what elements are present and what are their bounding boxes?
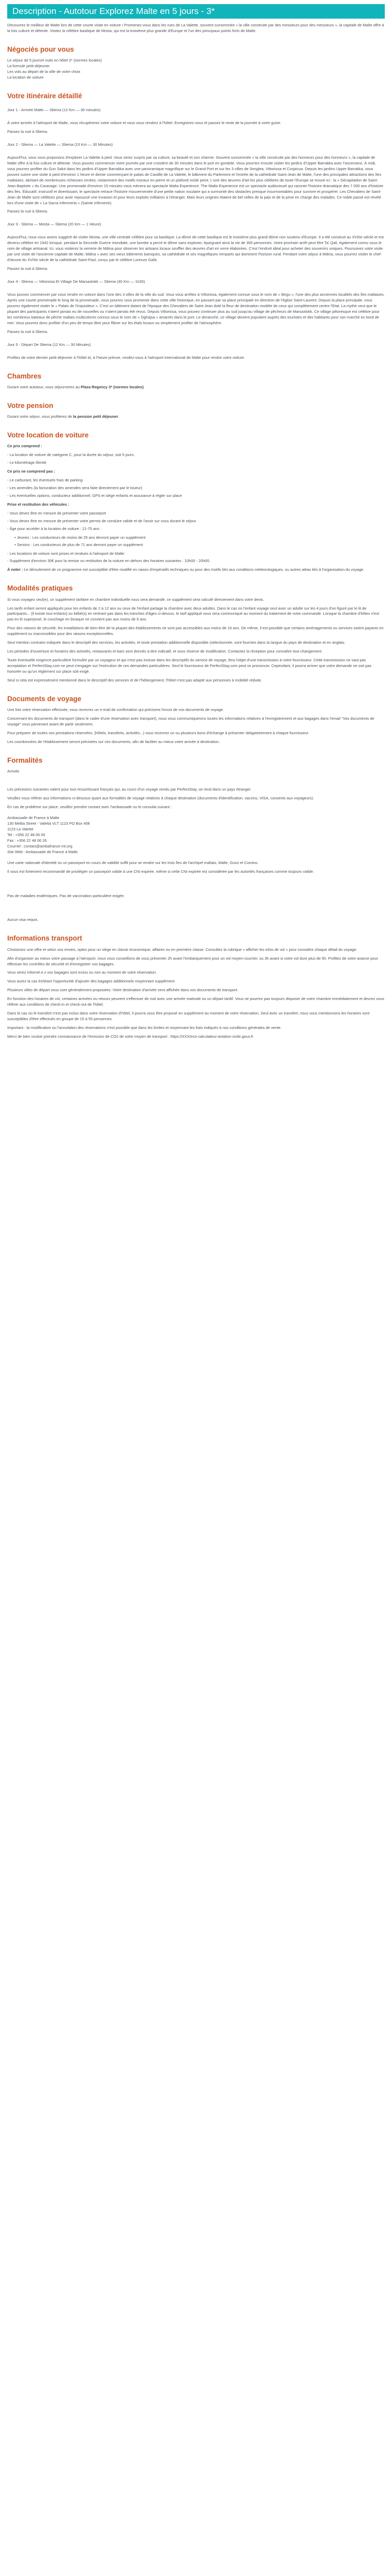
embassy-block bbox=[7, 815, 385, 855]
modalites-para: Les tarifs enfant seront appliqués pour les enfants de 2 à 12 ans ou ceux de l'enfant partage la chambre avec deux adultes. Dans le cas où l'enfant voyage seul avec un adulte sur les 4 jours d'un figuré par le lit de participants... (il existe tout enfants) ou bébé(s) en rentrant pas dans les tranches d'âges ci-dessus, le tarif appliqué vous sera communiqué au moment du traitement de votre commande. Lorsque la chambre d'hôtes n'est pas en lit superposé, le couchage en bivaque ne convient pas aux moins de 6 ans. bbox=[7, 605, 380, 622]
day-night: Passez la nuit à Sliema. bbox=[7, 209, 48, 214]
age-item: • Seniors : Les conducteurs de plus de 71 ans devront payer un supplément bbox=[14, 542, 385, 548]
day-5 bbox=[7, 342, 385, 361]
restitution-item: - Les locations de voiture sont prises et rendues à l'aéroport de Malte bbox=[7, 551, 385, 557]
pension-text: Durant votre séjour, vous profiterez de la pension petit déjeuner. bbox=[7, 414, 119, 419]
embassy-line: Tel : +356 22 48 06 00 bbox=[7, 832, 46, 837]
formalites-para: Veuillez nous référer aux informations ci-dessous quant aux formalités de voyage relatives à chaque destination (documents d'identification, vaccins, VISA, consents aux voyageurs). bbox=[7, 796, 314, 801]
prise-item: - Vous devez être en mesure de présenter votre permis de conduire valide et de l'avoir sur vous durant le séjour bbox=[7, 519, 385, 524]
excludes-label: Ce prix ne comprend pas : bbox=[7, 468, 55, 474]
transport-para: En fonction des horaires de vol, certaines arrivées ou retours peuvent s'effectuer de nuit avec une arrivée matinale ou un départ tardif. Vous ne pourrez pas toujours disposer de votre chambre immédiatement et devrez vous référer aux conditions de check-in et check-out de l'hôtel. bbox=[7, 996, 384, 1007]
page-title: Description - Autotour Explorez Malte en 5 jours - 3* bbox=[12, 6, 215, 16]
formalites-heading: Formalités bbox=[7, 756, 43, 764]
documents-para: Concernant les documents de transport (dans le cadre d'une réservation avec transport), nous vous communiquerons toutes les informations relatives à l'enregistrement et aux bagages dans l'email "Vos documents de voyage" vous parvenant avant de partir seulement. bbox=[7, 716, 374, 727]
negocies-list bbox=[7, 58, 385, 81]
documents-heading: Documents de voyage bbox=[7, 694, 82, 703]
intro-text: Découvrez le meilleur de Malte lors de cette courte visite en voiture ! Promenez-vous dans les rues de La Valette, souvent surnommée « la ville construite par des messieurs pour des messieurs », la capitale de Malte offre à la fois culture et détente. Visitez la célèbre basilique de Mosta, qui est la troisième plus grande d'Europe et l'un des principaux points forts de Malte. bbox=[7, 23, 384, 33]
day-title: Jour 3 - Sliema — Mosta — Sliema (20 Km — 1 Heure) bbox=[7, 222, 101, 227]
day-4 bbox=[7, 279, 385, 335]
itineraire-heading: Votre itinéraire détaillé bbox=[7, 92, 82, 100]
chambres-text: Durant votre autotour, vous séjournerez au Plaza Regency 3* (normes locales). bbox=[7, 384, 145, 389]
prise-item: - Vous devez être en mesure de présenter votre passeport bbox=[7, 511, 385, 517]
documents-para: Les coordonnées de l'établissement seront précisées sur ces documents, afin de faciliter au mieux votre arrivée à destination. bbox=[7, 739, 220, 744]
location-heading: Votre location de voiture bbox=[7, 431, 89, 439]
day-text: Aujourd'hui, nous vous avons suggéré de visiter Mosta, une ville centrale célèbre pour sa basilique. La dôme de cette basilique est le troisième plus grand dôme non soutenu d'Europe. Il a été construit au XVIIIe siècle et est devenu célèbre en 1942 lorsque, pendant la Seconde Guerre mondiale, une bombe a percé le dôme sans exploser, épargnant ainsi la vie de 300 personnes. Votre prochain arrêt peut être Ta' Qali, également connu sous le nom de village artisanal. Ici, vous visiterez la verrerie de Mdina pour observer les artisans locaux souffler des œuvres d'art en verre élaborées. C'est l'endroit idéal pour acheter des souvenirs uniques. Poursuivez votre visite par une visite de l'ancienne capitale de Malte, Mdina » avec ses vieux bâtiments baroques, sa cathédrale et ses magnifiques remparts qui dominent l'horizon rural. Pendant votre séjour à Mdina, vous pourrez visiter le chef-d'œuvre du XVIIIe siècle de la cathédrale Saint-Paul, conçu par le célèbre Lorenzo Gafà. bbox=[7, 235, 384, 263]
embassy-line: Site Web : Ambassade de France à Malte bbox=[7, 849, 78, 854]
excludes-item: - Les éventuelles options, conducteur additionnel, GPS et siège enfants et assurance à régler sur place bbox=[7, 493, 385, 499]
modalites-para: Pour des raisons de sécurité, les installations de bien-être de la plupart des établissements ne sont pas accessibles aux moins de 16 ans. De même, il est possible que certains aménagements ou services soient payants en supplément ou inaccessibles pour des raisons exceptionnelles. bbox=[7, 626, 384, 637]
day-title: Jour 4 - Sliema — Vittoriosa Et Village De Marsaxlokk — Sliema (40 Km — 1h30) bbox=[7, 279, 145, 284]
modalites-para: Seul si cela est expressément mentionné dans le descriptif des services et de l'hébergement, l'hôtel n'est pas adapté aux personnes à mobilité réduite. bbox=[7, 678, 262, 683]
day-text: Aujourd'hui, vous vous proposons d'explorer La Valette à pied. Vous serez surpris par sa culture, sa beauté et son charme. Souvent surnommée « la ville construite par des honneurs pour des honneurs », la capitale de Malte offre à la fois culture et détente. Vous pouvez commencer votre journée par une croisière de 30 minutes dans le port en gondole. Vous pourriez ensuite visiter les jardins d'Upper Barrakka avec l'ascenseur. À midi, vous pourrez profiter du Gun Salut dans les jardins d'Upper Barrakka avec une panoramique magnifique sur le Grand Port et sur les 3 villes de Senglea, Vittoriosa et Cospicua. Depuis les jardins Upper Barrakka, vous pouvez suivre une visite à pied d'environ 1 heure et demie commençant le palais de Castille de La Valette, le bâtiment du Parlement et l'entrée de la cathédrale Saint-Jean de Malte, l'une des principales attractions des îles maltaises, abritant de nombreuses richesses ornées, notamment des motifs moraux en pierre et un plafond voûté peint. L'une des œuvres d'art les plus célèbres de toute l'Europe se trouve ici : la « Décapitation de Saint-Jean-Baptiste » du Caravage. Une promenade d'environ 15 minutes vous mènera au spectacle Malta Experience. The Malta Experience est un spectacle audiovisuel qui raconte l'histoire dramatique des 7 000 ans d'histoire des îles. Éducatif, instructif et divertissant, le spectacle retrace l'histoire mouvementée d'une petite nation insulaire qui a surmonté des obstacles presque insurmontables pour survivre et prospérer. Les Chevaliers de Saint-Jean de Malte sont célèbres pour avoir repoussé une invasion et pour leurs exploits militaires à l'étranger. Mais leurs origines étaient de bel celles de la paix et de la prise en charge des malades. Ce noble passé est révélé lors d'une visite de « La Sacra Infermeria » (Sainte Infirmerie). bbox=[7, 155, 384, 205]
day-1 bbox=[7, 108, 385, 135]
modalites-heading: Modalités pratiques bbox=[7, 584, 73, 593]
day-text: Vous pouvez commencer par vous rendre en voiture dans l'une des 3 villes de la ville du sud. Vous vous arrêtez à Vittoriosa, également connue sous le nom de « Birgu », l'une des plus anciennes localités des îles maltaises. Après une courte promenade le long de la promenade, vous pourrez vous promener dans cette ville historique, en passant par sa place principale en direction de l'église Saint-Laurent. Depuis la place principale, vous pourrez également visiter le « Palais de l'Inquisiteur ». C'est un bâtiment datant de l'époque des Chevaliers de Saint-Jean doté la fleur de destination modèle de ceux qui complètement centre l'Etat. La mythe veut que le plupart des participants n'aient jamais eu de nouvelles ou n'aient jamais été revus. Depuis Vittoriosa, vous pouvez continuer plus au sud jusqu'au village de pêcheurs de Marsaxlokk. Ce village pittoresque est célèbre pour les nombreux bateaux de pêche maltais multicolores connus sous le nom de « Dghajsa » amarrés dans le port. Le dimanche, ce village devient populaire auprès des touristes et des habitants pour son marché en bord de mer. Vous pourrez donc profiter d'un peu de temps libre pour flâner sur les étals locaux ou simplement profiter de l'atmosphère. bbox=[7, 292, 385, 325]
embassy-line: Fax : +356 22 48 06 26 bbox=[7, 838, 47, 843]
restitution-list bbox=[7, 551, 385, 565]
excludes-item: - Le carburant, les éventuels frais de parking bbox=[7, 478, 385, 483]
prise-label: Prise et restitution des véhicules : bbox=[7, 502, 69, 507]
modalites-para: Toute éventuelle exigence particulière formulée par un voyageur et qui n'est pas incluse dans les descriptifs du service de voyage, fera l'objet d'une transmission à notre fournisseur. Cette transmission ne vaut pas acceptation et PerfectStay.com ne peut s'engager sur l'exécution de ces demandes particulières. Seul le fournisseur de PerfectStay.com peut se prononcer. Cependant, il pourra arriver que votre demande ne soit pas honorée ou qu'un règlement sur place soit exigé. bbox=[7, 658, 372, 674]
transport-para: Choisissez une offre et selon vos envies, optez pour un siège en classe économique, affaires ou en première classe. Consultez la rubrique « afficher les infos de vol » pour connaître chaque détail du voyage. bbox=[7, 947, 357, 952]
day-title: Jour 5 - Départ De Sliema (12 Km — 30 Minutes) bbox=[7, 342, 91, 347]
negocies-item: Le séjour de 5 jours/4 nuits en hôtel 3* (normes locales) bbox=[7, 58, 102, 63]
embassy-line: 130 Melita Street - Valetta VLT 1123 PO Box 408 bbox=[7, 821, 90, 826]
day-text: À votre arrivée à l'aéroport de Malte, vous récupérerez votre voiture et vous vous rendrez à l'hôtel. Enregistrez-vous et passez le reste de la journée à votre guise. bbox=[7, 120, 281, 126]
prise-list bbox=[7, 511, 385, 532]
includes-item: - Le kilométrage illimité bbox=[7, 460, 385, 466]
negocies-item: La formule petit-déjeuner bbox=[7, 64, 50, 69]
pension-heading: Votre pension bbox=[7, 401, 54, 410]
day-night: Passez la nuit à Sliema. bbox=[7, 266, 48, 271]
age-item: • Jeunes : Les conducteurs de moins de 25 ans devront payer un supplément bbox=[14, 535, 385, 541]
day-2 bbox=[7, 142, 385, 215]
day-text: Profitez de votre dernier petit-déjeuner à l'hôtel et, à l'heure prévue, rendez-vous à l'aéroport international de Malte pour rendre votre voiture. bbox=[7, 355, 245, 360]
includes-label: Ce prix comprend : bbox=[7, 444, 42, 449]
includes-list bbox=[7, 452, 385, 466]
day-night: Passez la nuit à Sliema. bbox=[7, 329, 48, 334]
hotel-name: Plaza Regency 3* (normes locales) bbox=[81, 384, 144, 389]
transport-para: Merci de bien vouloir prendre connaissance de l'émission de CO2 de votre moyen de transport : https://XXX/eco-calculateur-aviation-civile.gouv.fr bbox=[7, 1034, 253, 1039]
transport-para: Vous aurez la cas échéant l'opportunité d'ajouter des bagages additionnels moyennant supplément bbox=[7, 979, 175, 984]
transport-heading: Informations transport bbox=[7, 934, 82, 943]
carte-text: Une carte nationale d'identité ou un passeport en cours de validité suffit pour se rendre sur les trois îles de l'archipel maltais, Malte, Gozo et Comino. bbox=[7, 860, 259, 865]
modalites-para: Si vous voyagez seul(e), un supplément tarifaire en chambre individuelle vous sera demandé; ce supplément sera calculé directement dans votre devis. bbox=[7, 597, 264, 602]
ages-list bbox=[14, 535, 385, 548]
arrivee-label: Arrivée bbox=[7, 769, 20, 774]
embassy-line: Courriel : contact@ambafrance-mt.org bbox=[7, 843, 72, 848]
day-3 bbox=[7, 222, 385, 272]
mineurs-text: Il vous est fortement recommandé de privilégier un passeport valide à une CNI expirée, même si cette CNI expirée est considérée par les autorités françaises comme toujours valide. bbox=[7, 869, 314, 874]
transport-para: Vous serez informé.e.s vos bagages sont inclus ou non au moment de votre réservation. bbox=[7, 970, 157, 975]
transport-para: Dans le cas où le transfert n'est pas inclus dans votre réservation d'hôtel, il pourra vous être proposé en supplément au moment de votre réservation. Seul avec un transfert, nous vous mentionnons les horaires sont susceptibles d'être effectués en groupe de 15 à 55 personnes. bbox=[7, 1011, 370, 1022]
transport-para: Afin d'organiser au mieux votre passage à l'aéroport, nous vous conseillons de vous présenter 2h avant l'embarquement pour un vol moyen-courrier, ou 3h avant si votre vol dure plus de 5h. Profitez de votre avance pour effectuer les contrôles de sécurité et d'enregistrer vos bagages. bbox=[7, 956, 379, 966]
day-title: Jour 2 - Sliema — La Valette — Sliema (15 Km — 30 Minutes) bbox=[7, 142, 113, 147]
prise-item: - Âge pour accéder à la location de voiture : 21-75 ans : bbox=[7, 526, 385, 532]
negocies-item: La location de voiture bbox=[7, 74, 44, 80]
page-title-banner bbox=[7, 4, 385, 19]
formalites-para: En cas de problème sur place, veuillez prendre contact avec l'ambassade ou le consulat suivant : bbox=[7, 804, 172, 809]
documents-para: Pour préparer de toutes vos prestations réservées, (hôtels, transferts, activités...) vous recevrez un ou plusieurs bons d'échange à présenter obligatoirement à chaque fournisseur. bbox=[7, 731, 309, 736]
a-noter-label: À noter : bbox=[7, 567, 23, 572]
embassy-line: 1123 La Valette bbox=[7, 826, 34, 831]
negocies-item: Les vols au départ de la ville de votre choix bbox=[7, 69, 81, 74]
day-night: Passez la nuit à Sliema. bbox=[7, 129, 48, 134]
embassy-line: Ambassade de France à Malte bbox=[7, 815, 59, 820]
includes-item: - La location de voiture de catégorie C, pour la durée du séjour, soit 5 jours. bbox=[7, 452, 385, 458]
chambres-heading: Chambres bbox=[7, 372, 42, 380]
visa-text: Aucun visa requis. bbox=[7, 917, 39, 922]
documents-para: Une fois votre réservation effectuée, vous recevrez un e-mail de confirmation qui précisera l'envoi de vos documents de voyage. bbox=[7, 707, 224, 713]
vaccine-text: Pas de maladies endémiques. Pas de vaccination particulière exigée. bbox=[7, 893, 125, 898]
day-title: Jour 1 - Arrivée Malte — Sliema (12 Km — 30 minutes) bbox=[7, 108, 101, 113]
formalites-para: Les précisions suivantes valent pour tout ressortissant français qui, au cours d'un voyage vendu par PerfectStay, se rend dans un pays étranger. bbox=[7, 787, 252, 792]
transport-para: Important : la modification ou l'annulation des réservations n'est possible que dans les limites et moyennant les frais indiqués à nos conditions générales de vente. bbox=[7, 1025, 282, 1031]
modalites-para: Les périodes d'ouverture et horaires des activités, restaurants et bars sont donnés à titre indicatif, et sous réserve de modification. Contactez la réception pour connaître tout changement. bbox=[7, 649, 323, 654]
modalites-para: Seul mention contraire indiquée dans le descriptif des services, les activités, et toute prestation additionnelle disponible (sélectionnée, sont fournies dans la langue du pays de destination et en anglais. bbox=[7, 640, 345, 645]
excludes-item: - Les amendes (la facturation des amendes sera faite directement par le loueur) bbox=[7, 486, 385, 491]
excludes-list bbox=[7, 478, 385, 499]
pension-formula: la pension petit déjeuner bbox=[73, 414, 118, 419]
supplement-item: - Supplément d'environ 30€ pour la remise ou restitution de la voiture en dehors des horaires suivantes : 10h00 - 20h00. bbox=[7, 558, 385, 564]
transport-para: Plusieurs villes de départ vous sont généralement proposées. Votre destination d'arrivée sera affichée dans vos documents de transport. bbox=[7, 988, 238, 993]
page bbox=[7, 0, 385, 1064]
negocies-heading: Négociés pour vous bbox=[7, 45, 74, 53]
a-noter: À noter : Le déroulement de ce programme est susceptible d'être modifié en raison d'impératifs techniques ou pour des motifs liés aux conditions météorologiques, ou autres aléas liés à l'organisation du voyage. bbox=[7, 567, 365, 572]
